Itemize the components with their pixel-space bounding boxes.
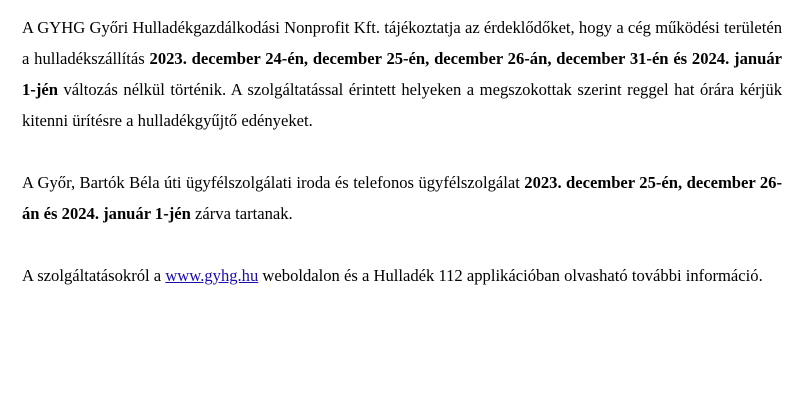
paragraph-schedule [22, 12, 782, 136]
body-text: A GYHG Győri Hulladékgazdálkodási Nonprofit Kft. tájékoztatja az érdeklődőket, hogy a cég működési területén a hulladékszállítás [22, 18, 782, 68]
paragraph-office-hours [22, 167, 782, 229]
emphasis-text: 2023. december 25-én, december 26-án és 2024. január 1-jén [22, 173, 782, 223]
emphasis-text: 2023. december 24-én, december 25-én, december 26-án, december 31-én és 2024. január 1-jén [22, 49, 782, 99]
body-text: A Győr, Bartók Béla úti ügyfélszolgálati iroda és telefonos ügyfélszolgálat [22, 173, 525, 192]
website-link[interactable]: www.gyhg.hu [165, 266, 259, 285]
body-text: weboldalon és a Hulladék 112 applikációban olvasható további információ. [258, 266, 763, 285]
body-text: A szolgáltatásokról a [22, 266, 166, 285]
paragraph-more-info [22, 260, 782, 291]
body-text: változás nélkül történik. A szolgáltatással érintett helyeken a megszokottak szerint reggel hat órára kérjük kitenni ürítésre a hulladékgyűjtő edényeket. [22, 80, 782, 130]
body-text: zárva tartanak. [190, 204, 293, 223]
